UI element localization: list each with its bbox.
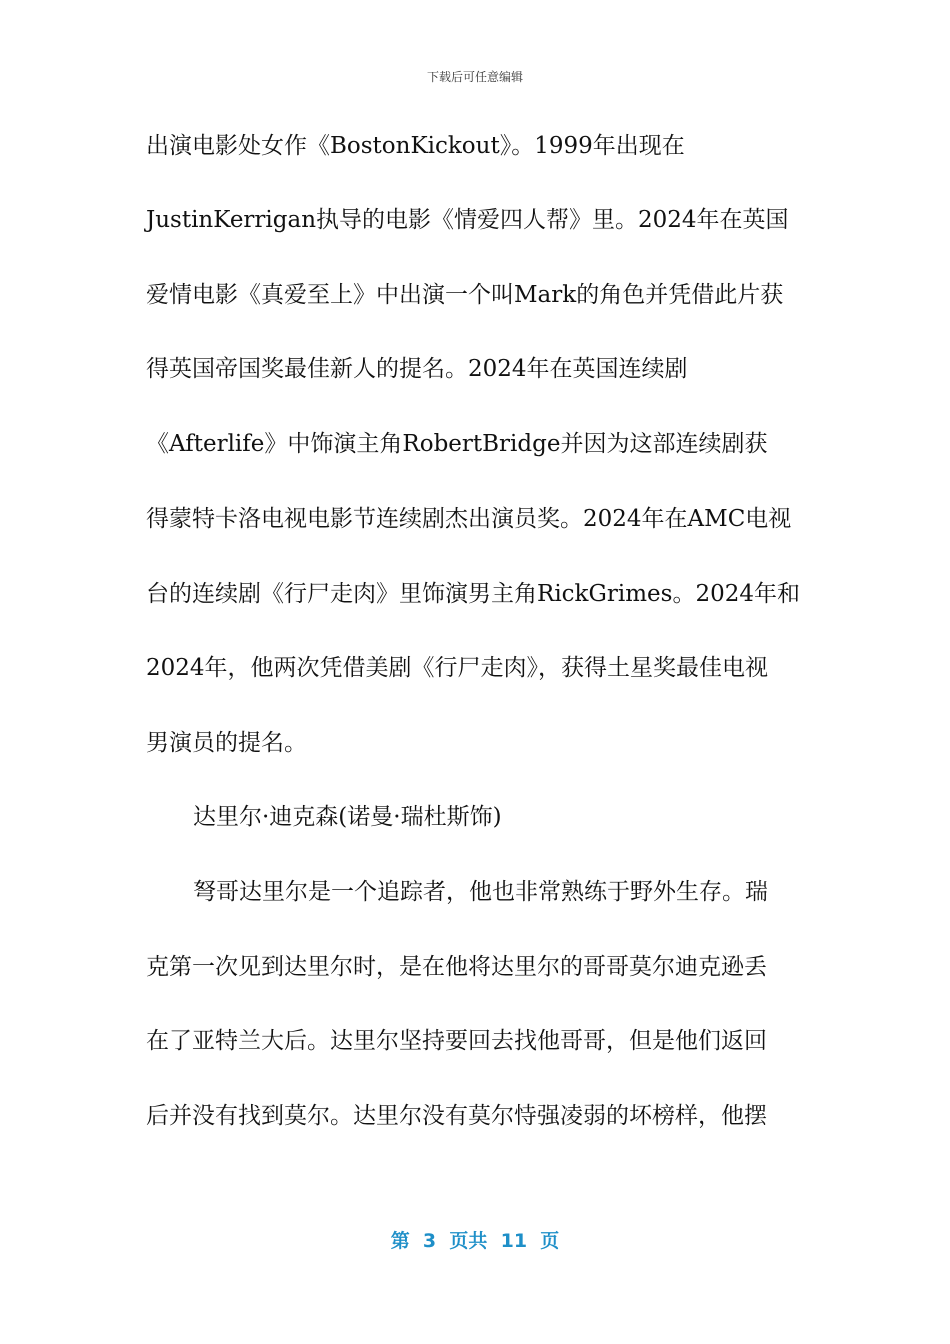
text-line-6: 得蒙特卡洛电视电影节连续剧杰出演员奖。2024年在AMC电视 xyxy=(146,506,792,532)
section-heading: 达里尔·迪克森(诺曼·瑞杜斯饰) xyxy=(193,804,502,830)
text-line-12: 克第一次见到达里尔时，是在他将达里尔的哥哥莫尔迪克逊丢 xyxy=(146,954,767,980)
text-line-14: 后并没有找到莫尔。达里尔没有莫尔恃强凌弱的坏榜样，他摆 xyxy=(146,1103,767,1129)
text-line-1: 出演电影处女作《BostonKickout》。1999年出现在 xyxy=(146,133,685,159)
page-header: 下载后可任意编辑 xyxy=(426,70,523,84)
text-line-7: 台的连续剧《行尸走肉》里饰演男主角RickGrimes。2024年和 xyxy=(146,581,800,607)
text-line-9: 男演员的提名。 xyxy=(146,730,307,756)
text-line-2: JustinKerrigan执导的电影《情爱四人帮》里。2024年在英国 xyxy=(146,207,789,233)
page-number-footer: 第 3 页共 11 页 xyxy=(390,1230,560,1252)
text-line-11: 弩哥达里尔是一个追踪者，他也非常熟练于野外生存。瑞 xyxy=(193,879,768,905)
text-line-3: 爱情电影《真爱至上》中出演一个叫Mark的角色并凭借此片获 xyxy=(146,282,784,308)
text-line-8: 2024年，他两次凭借美剧《行尸走肉》，获得土星奖最佳电视 xyxy=(146,655,769,681)
text-line-13: 在了亚特兰大后。达里尔坚持要回去找他哥哥，但是他们返回 xyxy=(146,1028,767,1054)
text-line-5: 《Afterlife》中饰演主角RobertBridge并因为这部连续剧获 xyxy=(146,431,768,457)
text-line-4: 得英国帝国奖最佳新人的提名。2024年在英国连续剧 xyxy=(146,356,688,382)
